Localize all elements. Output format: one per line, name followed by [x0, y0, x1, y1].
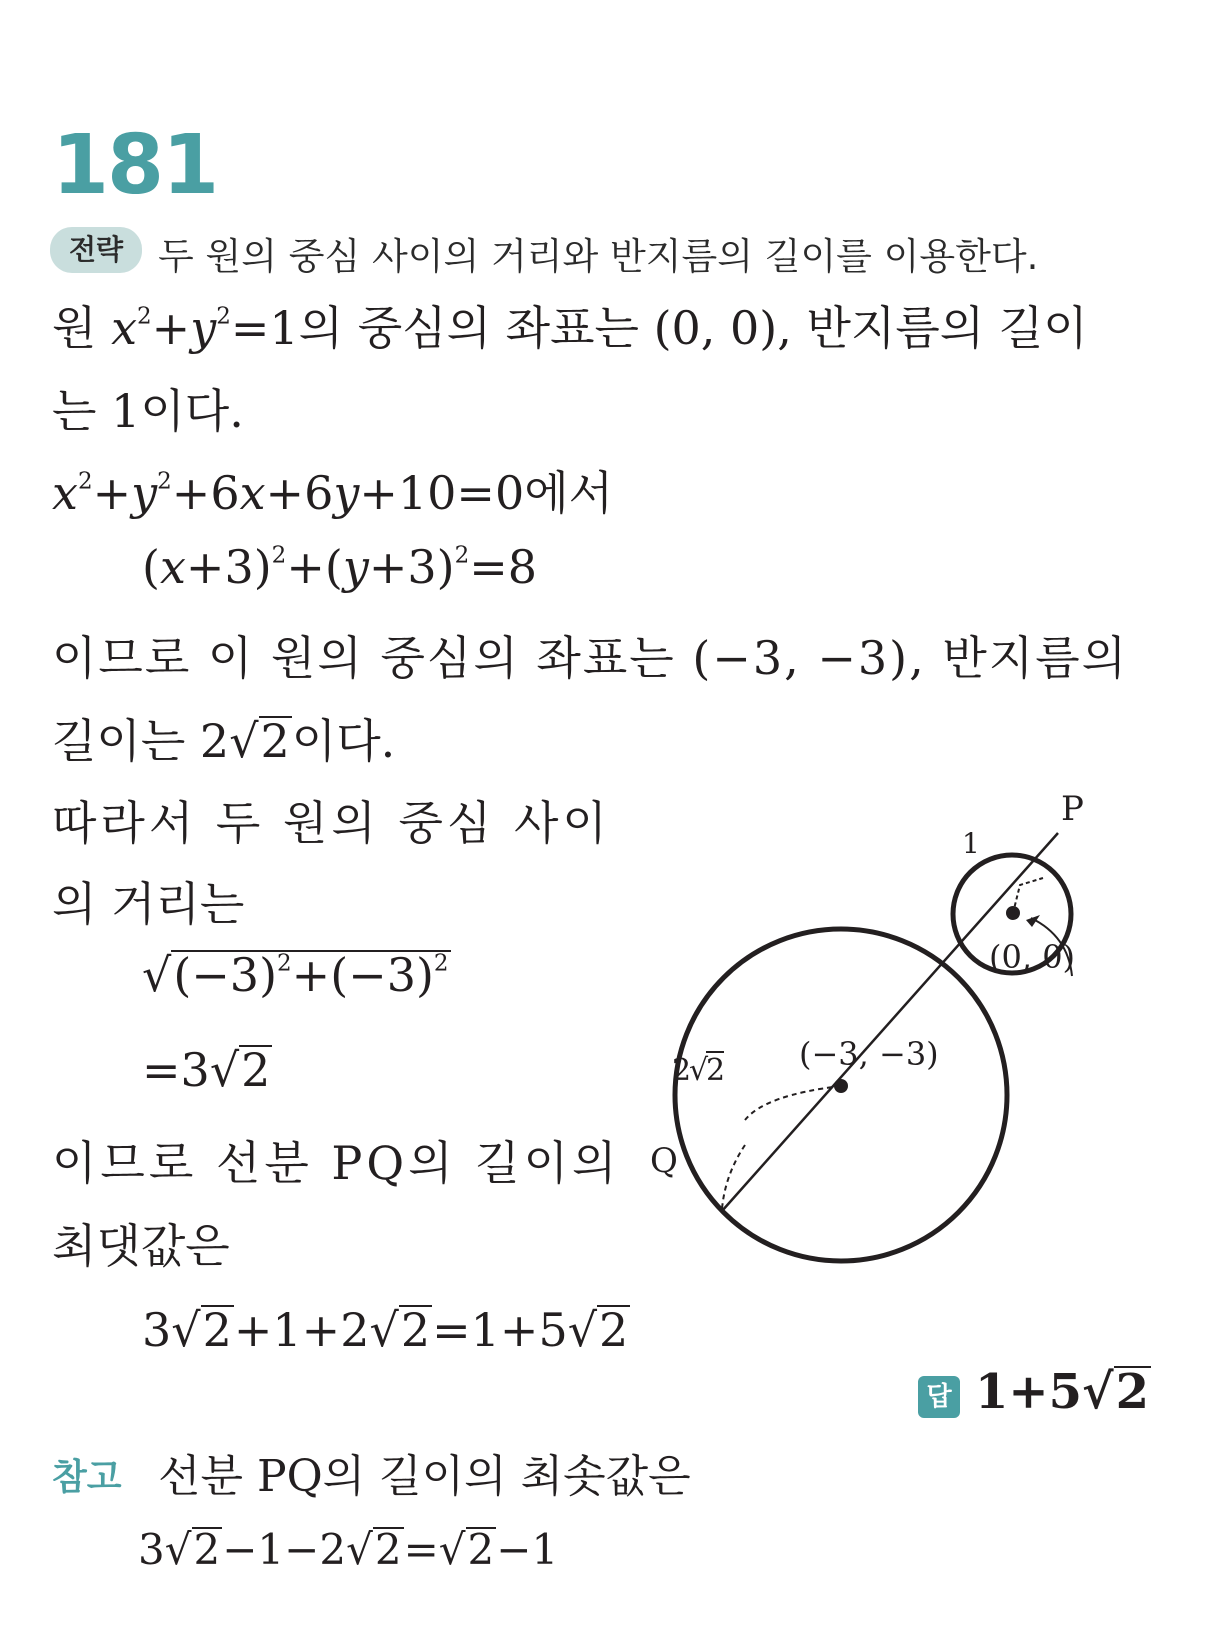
solution-line-8: 의 거리는 — [52, 877, 245, 931]
segment-pq — [722, 833, 1058, 1211]
note-label: 참고 — [52, 1457, 122, 1498]
distance-result: =3√2 — [142, 1043, 271, 1097]
circles-figure — [600, 790, 1180, 1270]
note-text: 선분 PQ의 길이의 최솟값은 — [158, 1451, 691, 1502]
label-q: Q — [650, 1141, 678, 1181]
solution-line-12: 최댓값은 — [52, 1219, 230, 1273]
label-radius-rad: 2 — [706, 1053, 726, 1088]
answer-value: 1+5√2 — [975, 1364, 1149, 1420]
solution-line-11: 이므로 선분 PQ의 길이의 — [52, 1136, 621, 1190]
solution-line-6: 길이는 2√2이다. — [52, 714, 396, 768]
radius-dashed-top — [745, 1086, 841, 1120]
answer-badge: 답 — [918, 1376, 960, 1418]
solution-line-2: 는 1이다. — [52, 384, 244, 438]
label-1: 1 — [962, 827, 980, 860]
distance-expression: $√(-3)^2+(-3)^2$ — [142, 948, 449, 1002]
solution-line-7: 따라서 두 원의 중심 사이 — [52, 796, 611, 850]
large-circle — [675, 929, 1007, 1261]
label-center: (−3, −3) — [799, 1035, 939, 1073]
label-p: P — [1061, 790, 1084, 829]
solution-line-1: 원 $x^2+y^2=1$의 중심의 좌표는 (0, 0), 반지름의 길이 — [52, 301, 1088, 355]
circle-equation: $(x+3)^2+(y+3)^2=8$ — [142, 540, 538, 594]
problem-number: 181 — [52, 118, 218, 213]
solution-line-5: 이므로 이 원의 중심의 좌표는 (−3, −3), 반지름의 — [52, 631, 1129, 685]
label-origin: (0, 0) — [989, 938, 1076, 976]
label-radius-sqrt: √ — [689, 1053, 709, 1088]
solution-line-3: $x^2+y^2+6x+6y+10=0$에서 — [52, 466, 614, 520]
min-calculation: 3√2−1−2√2=√2−1 — [138, 1525, 559, 1574]
label-radius-coef: 2 — [672, 1053, 692, 1088]
strategy-badge: 전략 — [50, 227, 142, 273]
max-calculation: 3√2+1+2√2=1+5√2 — [142, 1303, 629, 1357]
strategy-text: 두 원의 중심 사이의 거리와 반지름의 길이를 이용한다. — [158, 235, 1039, 278]
